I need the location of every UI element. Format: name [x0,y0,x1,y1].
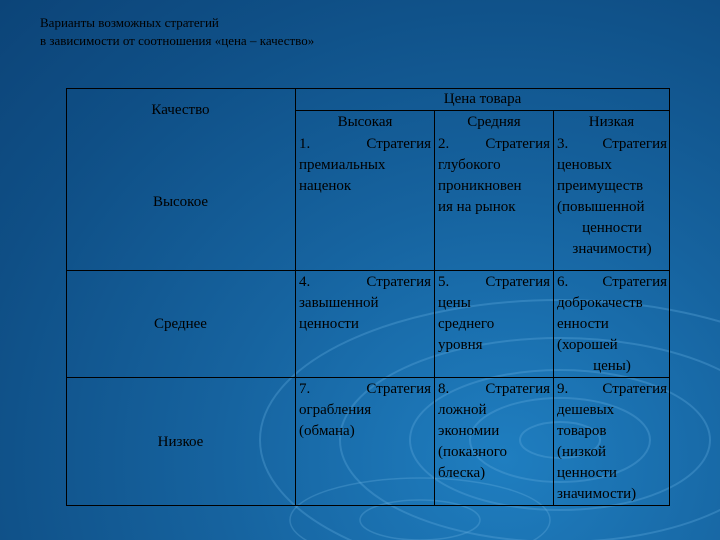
strategy-4-line-3: ценности [299,316,359,332]
strategy-2-line-4: ия на рынок [438,199,516,215]
strategy-9-line-4: (низкой [557,444,607,460]
header-price: Цена товара [443,91,522,107]
strategy-9-line-6: значимости) [557,486,637,502]
strategy-3-line-1: 3. Стратегия [557,136,667,152]
strategy-6-line-4: (хорошей [557,337,618,353]
strategy-4-line-1: 4. Стратегия [299,274,431,290]
strategy-cell-7 [299,379,431,442]
strategy-cell-3 [557,134,667,260]
slide-title [40,14,680,50]
strategy-5-line-3: среднего [438,316,495,332]
row-divider-1 [66,270,670,271]
strategy-3-line-2: ценовых [557,157,612,173]
price-level-low: Низкая [588,114,635,130]
header-quality: Качество [151,102,210,118]
strategy-1-line-2: премиальных [299,157,386,173]
table-divider-quality [295,88,296,506]
title-line-2: в зависимости от соотношения «цена – качество» [40,33,315,48]
strategy-2-line-3: проникновен [438,178,522,194]
strategy-3-line-5: ценности [582,220,642,236]
strategy-cell-6 [557,272,667,377]
strategy-7-line-3: (обмана) [299,423,355,439]
strategy-7-line-1: 7. Стратегия [299,381,431,397]
col-divider-1 [434,110,435,506]
strategy-9-line-1: 9. Стратегия [557,381,667,397]
strategy-1-line-3: наценок [299,178,352,194]
strategy-6-line-5: цены) [593,358,631,374]
strategy-1-line-1: 1. Стратегия [299,136,431,152]
strategy-6-line-2: доброкачеств [557,295,643,311]
strategy-7-line-2: ограбления [299,402,372,418]
strategy-2-line-2: глубокого [438,157,501,173]
strategy-8-line-4: (показного [438,444,507,460]
strategy-cell-4 [299,272,431,335]
strategy-9-line-2: дешевых [557,402,615,418]
quality-level-medium: Среднее [154,316,207,332]
strategy-cell-9 [557,379,667,505]
title-line-1: Варианты возможных стратегий [40,15,219,30]
table-border-right [669,88,670,506]
strategy-8-line-3: экономии [438,423,500,439]
quality-level-low: Низкое [157,434,204,450]
strategy-6-line-3: енности [557,316,609,332]
strategy-5-line-1: 5. Стратегия [438,274,550,290]
strategy-8-line-1: 8. Стратегия [438,381,550,397]
strategy-cell-8 [438,379,550,484]
header-divider [296,110,670,111]
strategy-3-line-3: преимуществ [557,178,644,194]
col-divider-2 [553,110,554,506]
row-divider-2 [66,377,670,378]
strategy-cell-2 [438,134,550,218]
strategy-cell-1 [299,134,431,197]
strategy-3-line-6: значимости) [572,241,652,257]
strategy-8-line-2: ложной [438,402,487,418]
strategy-8-line-5: блеска) [438,465,486,481]
table-border-bottom [66,505,670,506]
strategy-5-line-2: цены [438,295,471,311]
strategy-9-line-5: ценности [557,465,617,481]
strategy-9-line-3: товаров [557,423,607,439]
strategy-3-line-4: (повышенной [557,199,645,215]
strategy-cell-5 [438,272,550,356]
strategy-6-line-1: 6. Стратегия [557,274,667,290]
price-level-medium: Средняя [467,114,521,130]
strategy-5-line-4: уровня [438,337,483,353]
strategy-table [66,88,670,506]
strategy-2-line-1: 2. Стратегия [438,136,550,152]
quality-level-high: Высокое [152,194,209,210]
price-level-high: Высокая [337,114,393,130]
strategy-4-line-2: завышенной [299,295,379,311]
